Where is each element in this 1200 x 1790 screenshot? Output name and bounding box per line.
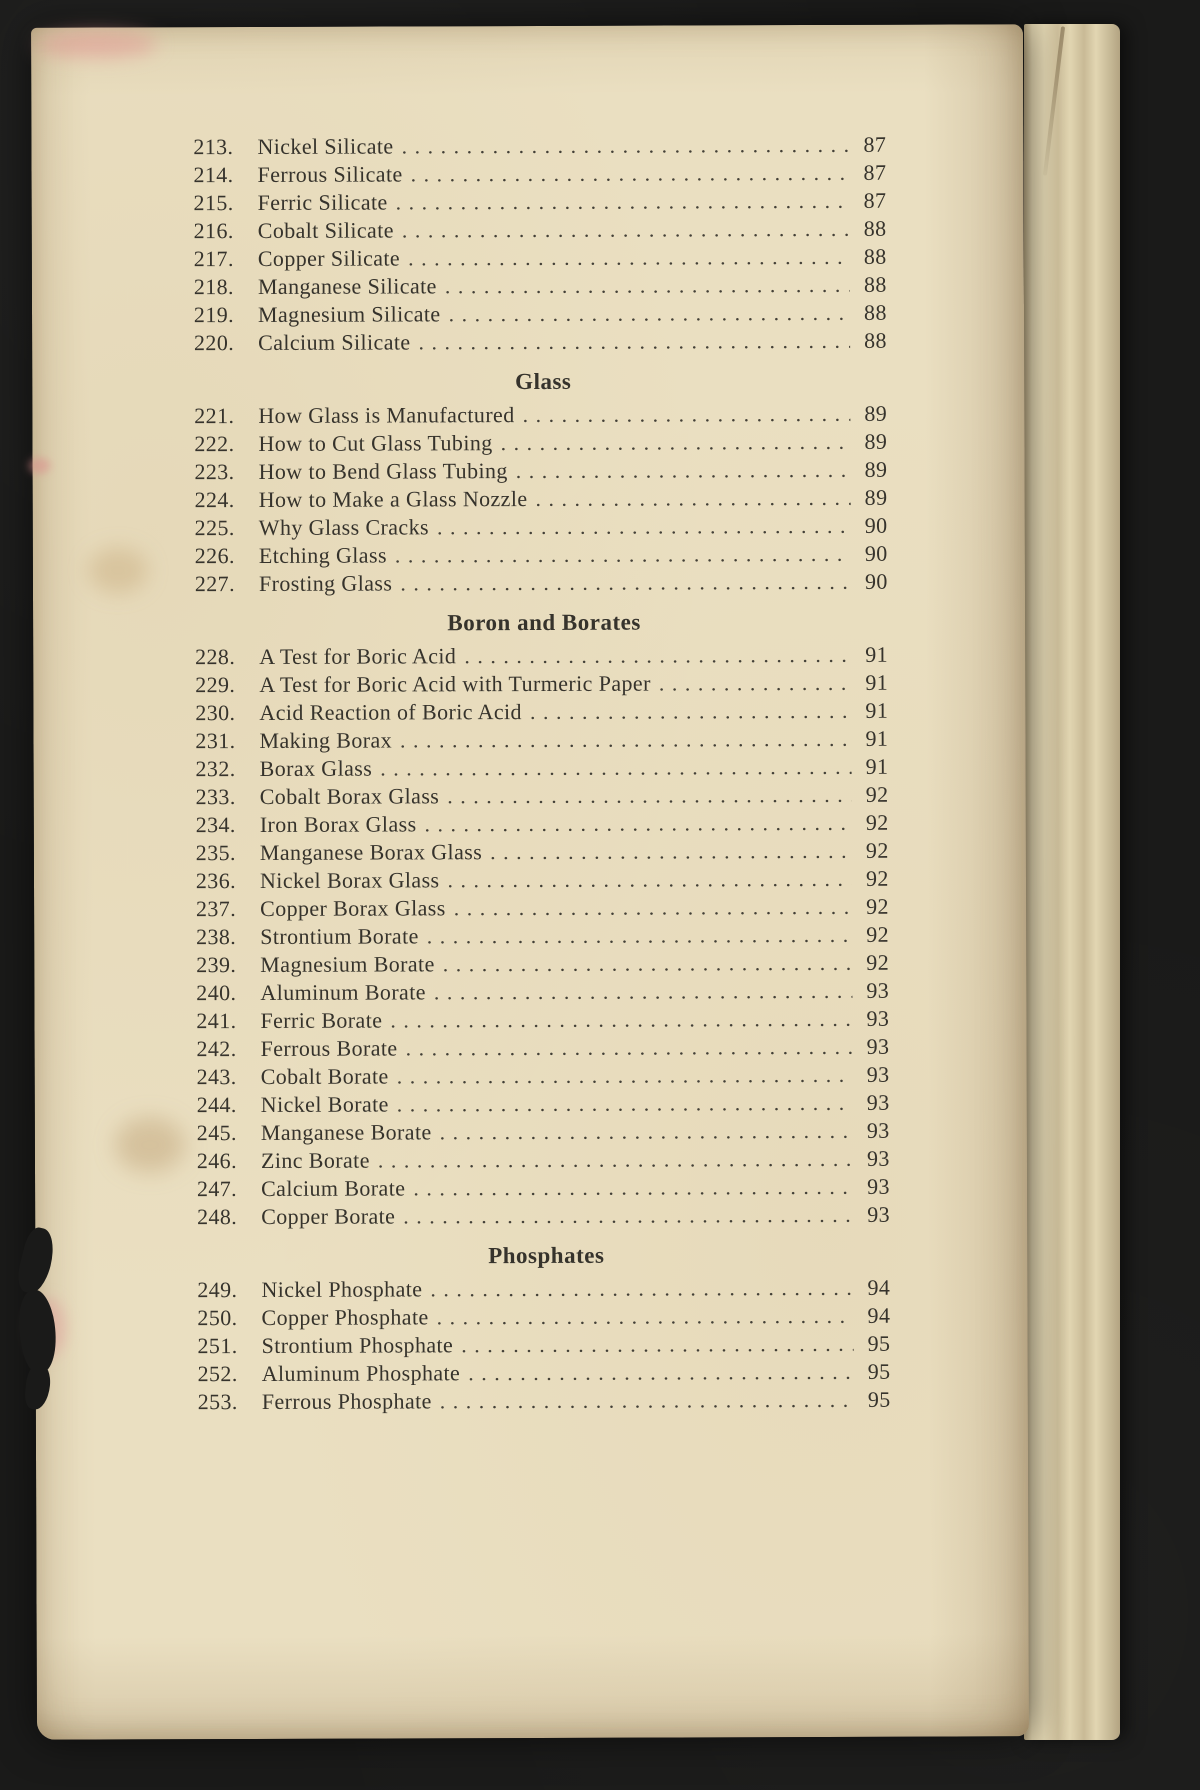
- entry-title: Nickel Borax Glass: [259, 867, 440, 893]
- entry-title: Zinc Borate: [260, 1147, 370, 1173]
- entry-title: Cobalt Silicate: [257, 217, 394, 243]
- entry-title: Why Glass Cracks: [258, 514, 429, 540]
- entry-number: 214.: [193, 162, 234, 188]
- dot-leader: [440, 1386, 854, 1415]
- entry-page-number: 93: [866, 1033, 890, 1059]
- toc-entry: [185, 1089, 907, 1120]
- dot-leader: [400, 725, 852, 755]
- dot-leader: [535, 484, 850, 513]
- toc-entry: [183, 725, 905, 756]
- toc-entry: [181, 159, 903, 190]
- dot-leader: [378, 1145, 853, 1175]
- toc-entry: [183, 484, 905, 515]
- entry-page-number: 92: [865, 837, 889, 863]
- entry-page-number: 92: [866, 893, 889, 919]
- dot-leader: [402, 131, 850, 161]
- entry-page-number: 88: [864, 327, 887, 353]
- dot-leader: [659, 669, 852, 698]
- toc-entry: [184, 893, 906, 924]
- entry-page-number: 89: [864, 428, 888, 454]
- section-heading: Glass: [515, 368, 572, 395]
- dot-leader: [443, 949, 853, 978]
- entry-title: How to Bend Glass Tubing: [258, 458, 508, 484]
- entry-page-number: 93: [867, 1201, 891, 1227]
- toc-entry: [184, 809, 906, 840]
- entry-number: 213.: [193, 134, 234, 160]
- entry-title: Manganese Silicate: [257, 273, 437, 299]
- entry-number: 227.: [194, 571, 235, 597]
- dot-leader: [380, 753, 852, 783]
- entry-number: 221.: [194, 403, 235, 429]
- entry-number: 252.: [197, 1361, 238, 1387]
- toc-entry: [184, 1005, 906, 1036]
- entry-title: Aluminum Borate: [260, 979, 426, 1005]
- entry-title: Etching Glass: [258, 542, 387, 568]
- entry-page-number: 92: [865, 865, 889, 891]
- dot-leader: [400, 568, 851, 598]
- toc-entry: [183, 512, 905, 543]
- dot-leader: [454, 893, 852, 922]
- entry-page-number: 88: [863, 299, 887, 325]
- entry-page-number: 91: [865, 641, 889, 667]
- entry-number: 253.: [197, 1389, 238, 1415]
- entry-title: Copper Borax Glass: [260, 895, 446, 921]
- entry-page-number: 93: [866, 1089, 890, 1115]
- dot-leader: [403, 1201, 853, 1231]
- toc-entry: [182, 327, 904, 358]
- entry-title: Nickel Silicate: [257, 133, 394, 159]
- toc-entry: [185, 1033, 907, 1064]
- entry-number: 232.: [195, 756, 236, 782]
- entry-title: Nickel Phosphate: [261, 1276, 423, 1302]
- entry-page-number: 89: [864, 456, 888, 482]
- entry-number: 215.: [193, 190, 234, 216]
- dot-leader: [447, 781, 852, 810]
- dot-leader: [397, 1089, 853, 1119]
- entry-number: 224.: [194, 487, 235, 513]
- book-page: [31, 24, 1029, 1739]
- entry-page-number: 89: [864, 484, 888, 510]
- entry-number: 247.: [196, 1176, 238, 1202]
- entry-title: Manganese Borax Glass: [259, 839, 483, 865]
- section-heading: Phosphates: [488, 1242, 605, 1269]
- entry-page-number: 92: [865, 781, 889, 807]
- toc-entry: [184, 865, 906, 896]
- dot-leader: [418, 327, 850, 357]
- toc-entry: [184, 949, 906, 980]
- toc-entry: [185, 1274, 907, 1305]
- toc-entry: [183, 669, 905, 700]
- entry-number: 228.: [195, 644, 236, 670]
- section-heading: Boron and Borates: [447, 609, 641, 636]
- entry-title: Frosting Glass: [258, 570, 393, 596]
- entry-title: A Test for Boric Acid: [259, 643, 457, 669]
- entry-page-number: 94: [867, 1274, 891, 1300]
- entry-title: Copper Phosphate: [261, 1304, 429, 1330]
- dot-leader: [449, 299, 851, 328]
- toc-entry: [185, 1117, 907, 1148]
- entry-page-number: 91: [865, 669, 889, 695]
- entry-page-number: 88: [863, 215, 887, 241]
- entry-page-number: 90: [864, 568, 888, 594]
- adjacent-page-edge: [1024, 24, 1120, 1740]
- entry-title: Cobalt Borate: [260, 1063, 389, 1089]
- dot-leader: [464, 641, 851, 670]
- toc-entry: [186, 1330, 908, 1361]
- entry-number: 245.: [196, 1120, 237, 1146]
- entry-title: Manganese Borate: [260, 1119, 432, 1145]
- entry-title: Ferrous Phosphate: [261, 1388, 432, 1414]
- entry-title: Making Borax: [259, 727, 393, 753]
- entry-number: 243.: [196, 1064, 237, 1090]
- entry-page-number: 87: [863, 159, 887, 185]
- table-of-contents: [31, 24, 1028, 1416]
- entry-number: 235.: [195, 840, 236, 866]
- entry-number: 240.: [196, 980, 237, 1006]
- entry-page-number: 93: [867, 1173, 890, 1199]
- dot-leader: [437, 1302, 854, 1331]
- entry-page-number: 93: [866, 1061, 890, 1087]
- toc-entry: [183, 568, 905, 599]
- dot-leader: [427, 921, 853, 950]
- entry-number: 216.: [193, 218, 234, 244]
- entry-number: 220.: [193, 330, 235, 356]
- toc-entry: [183, 697, 905, 728]
- entry-number: 219.: [193, 302, 235, 328]
- entry-number: 248.: [197, 1204, 238, 1230]
- entry-number: 217.: [193, 246, 234, 272]
- entry-number: 250.: [197, 1305, 238, 1331]
- entry-page-number: 88: [863, 243, 887, 269]
- entry-number: 241.: [196, 1008, 237, 1034]
- dot-leader: [437, 512, 851, 541]
- entry-title: Copper Silicate: [257, 245, 401, 271]
- entry-title: Ferric Silicate: [257, 189, 388, 215]
- entry-page-number: 91: [865, 725, 889, 751]
- entry-number: 223.: [194, 459, 235, 485]
- entry-page-number: 93: [866, 1145, 890, 1171]
- entry-title: How to Cut Glass Tubing: [258, 430, 493, 456]
- toc-entry: [184, 921, 906, 952]
- toc-entry: [183, 456, 905, 487]
- entry-number: 238.: [196, 924, 237, 950]
- entry-page-number: 88: [863, 271, 887, 297]
- toc-entry: [182, 400, 904, 431]
- toc-entry: [185, 1201, 907, 1232]
- dot-leader: [406, 1033, 853, 1063]
- dot-leader: [390, 1005, 852, 1035]
- entry-page-number: 94: [867, 1302, 891, 1328]
- entry-page-number: 93: [866, 1117, 890, 1143]
- dot-leader: [395, 540, 851, 570]
- entry-number: 229.: [195, 672, 236, 698]
- entry-title: Ferrous Borate: [260, 1035, 398, 1061]
- dot-leader: [413, 1173, 853, 1203]
- entry-page-number: 95: [867, 1358, 891, 1384]
- dot-leader: [402, 215, 850, 245]
- toc-entry: [185, 1145, 907, 1176]
- entry-title: Cobalt Borax Glass: [259, 783, 440, 809]
- toc-entry: [181, 131, 903, 162]
- dot-leader: [530, 697, 852, 726]
- entry-title: Copper Borate: [261, 1203, 396, 1229]
- entry-page-number: 91: [865, 697, 889, 723]
- toc-entry: [186, 1386, 908, 1417]
- dot-leader: [430, 1274, 853, 1303]
- dot-leader: [461, 1330, 854, 1359]
- toc-entry: [182, 215, 904, 246]
- dot-leader: [411, 159, 850, 189]
- toc-entry: [185, 1173, 907, 1204]
- dot-leader: [501, 428, 851, 457]
- dot-leader: [408, 243, 850, 273]
- entry-title: How Glass is Manufactured: [258, 402, 515, 428]
- toc-entry: [182, 428, 904, 459]
- entry-number: 236.: [195, 868, 237, 894]
- toc-entry: [186, 1358, 908, 1389]
- entry-number: 251.: [197, 1333, 238, 1359]
- entry-page-number: 90: [864, 540, 888, 566]
- entry-page-number: 92: [866, 949, 890, 975]
- entry-number: 239.: [196, 952, 237, 978]
- entry-number: 237.: [195, 896, 237, 922]
- toc-entry: [182, 299, 904, 330]
- dot-leader: [490, 837, 852, 866]
- toc-entry: [182, 243, 904, 274]
- entry-title: Calcium Silicate: [258, 329, 411, 355]
- toc-entry: [184, 753, 906, 784]
- dot-leader: [468, 1358, 854, 1387]
- dot-leader: [516, 456, 851, 485]
- toc-entry: [182, 271, 904, 302]
- toc-entry: [185, 1302, 907, 1333]
- entry-number: 230.: [195, 700, 236, 726]
- dot-leader: [447, 865, 852, 894]
- toc-entry: [185, 1061, 907, 1092]
- toc-entry: [182, 187, 904, 218]
- dot-leader: [440, 1117, 853, 1146]
- dot-leader: [424, 809, 851, 838]
- entry-number: 225.: [194, 515, 235, 541]
- toc-entry: [183, 641, 905, 672]
- entry-page-number: 92: [866, 921, 890, 947]
- entry-number: 246.: [196, 1148, 238, 1174]
- entry-title: Borax Glass: [259, 755, 373, 781]
- entry-title: Magnesium Silicate: [257, 301, 441, 327]
- toc-entry: [184, 837, 906, 868]
- entry-number: 233.: [195, 784, 236, 810]
- entry-title: Acid Reaction of Boric Acid: [259, 699, 522, 725]
- toc-entry: [184, 781, 906, 812]
- entry-title: How to Make a Glass Nozzle: [258, 486, 528, 512]
- entry-page-number: 89: [864, 400, 888, 426]
- entry-number: 234.: [195, 812, 236, 838]
- entry-title: A Test for Boric Acid with Turmeric Paper: [259, 670, 651, 697]
- entry-number: 244.: [196, 1092, 237, 1118]
- entry-number: 242.: [196, 1036, 237, 1062]
- entry-title: Magnesium Borate: [260, 951, 435, 977]
- entry-page-number: 90: [864, 512, 888, 538]
- entry-number: 218.: [193, 274, 234, 300]
- entry-number: 231.: [195, 728, 236, 754]
- entry-title: Nickel Borate: [260, 1091, 389, 1117]
- entry-page-number: 93: [866, 1005, 890, 1031]
- entry-title: Aluminum Phosphate: [261, 1360, 461, 1386]
- entry-page-number: 87: [863, 187, 887, 213]
- entry-title: Calcium Borate: [261, 1175, 406, 1201]
- entry-number: 226.: [194, 543, 235, 569]
- entry-page-number: 95: [867, 1386, 891, 1412]
- dot-leader: [434, 977, 853, 1006]
- dot-leader: [396, 187, 850, 217]
- entry-title: Strontium Phosphate: [261, 1332, 454, 1358]
- entry-title: Iron Borax Glass: [259, 811, 417, 837]
- entry-number: 222.: [194, 431, 235, 457]
- dot-leader: [523, 400, 851, 429]
- entry-title: Ferric Borate: [260, 1007, 383, 1033]
- entry-page-number: 91: [865, 753, 889, 779]
- entry-page-number: 87: [863, 131, 887, 157]
- entry-title: Strontium Borate: [260, 923, 419, 949]
- dot-leader: [445, 271, 850, 300]
- entry-page-number: 92: [865, 809, 889, 835]
- entry-title: Ferrous Silicate: [257, 161, 403, 187]
- toc-entry: [184, 977, 906, 1008]
- entry-number: 249.: [197, 1277, 238, 1303]
- dot-leader: [397, 1061, 853, 1091]
- toc-entry: [183, 540, 905, 571]
- entry-page-number: 93: [866, 977, 890, 1003]
- entry-page-number: 95: [867, 1330, 891, 1356]
